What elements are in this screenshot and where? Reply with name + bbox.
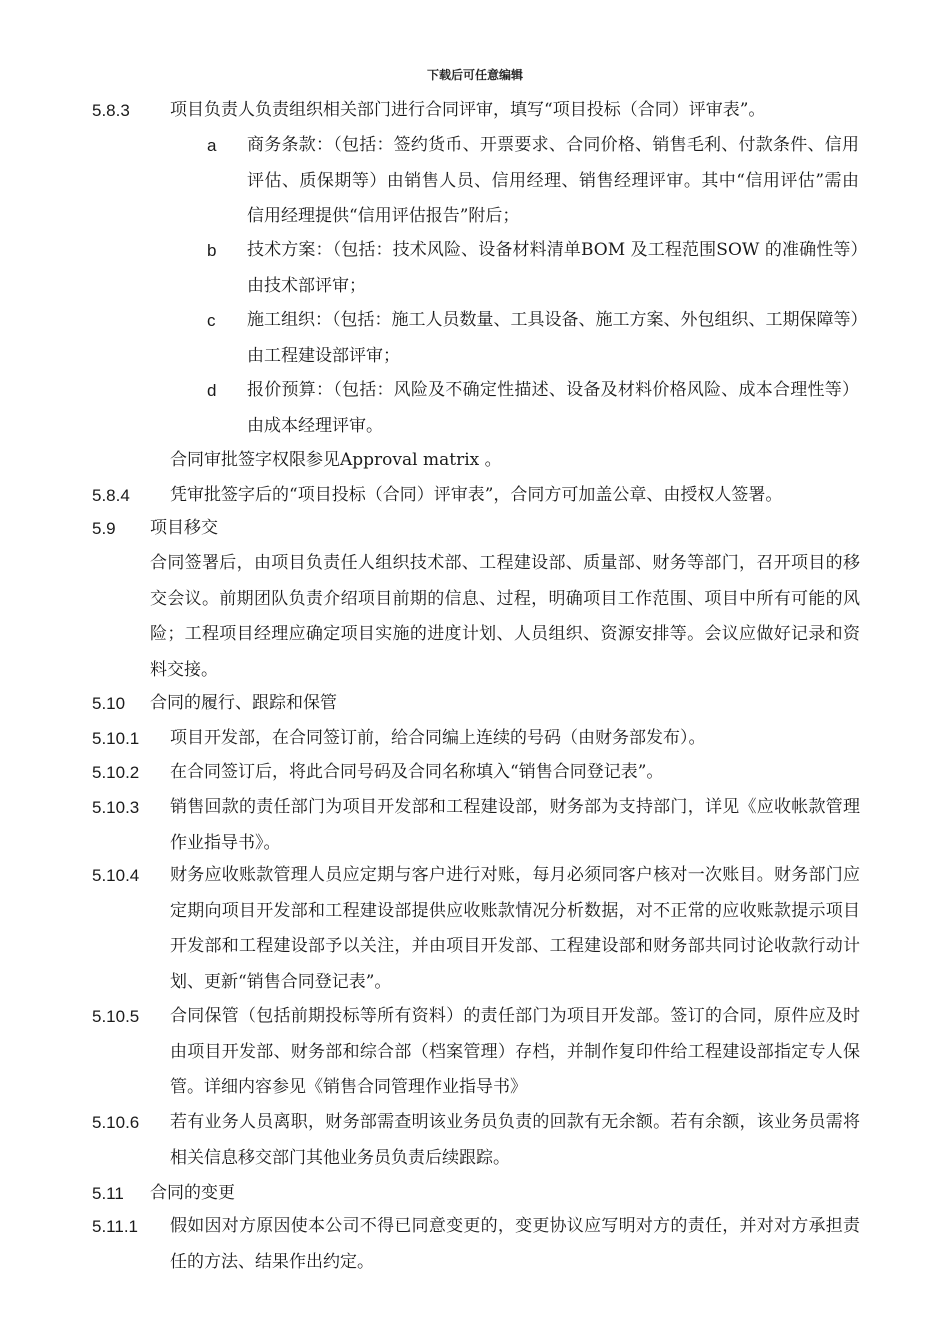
section-number: 5.10.1 — [92, 729, 140, 748]
section-number: 5.8.3 — [92, 101, 130, 120]
section-title: 合同的变更 — [150, 1183, 235, 1203]
section-text: 合同签署后，由项目负责任人组织技术部、工程建设部、质量部、财务等部门，召开项目的移交会议。前期团队负责介绍项目前期的信息、过程，明确项目工作范围、项目中所有可能的风险；工程项目经理应确定项目实施的进度计划、人员组织、资源安排等。会议应做好记录和资料交接。 — [150, 553, 860, 680]
section-text: 凭审批签字后的“项目投标（合同）评审表”，合同方可加盖公章、由授权人签署。 — [170, 485, 783, 505]
section-title: 项目移交 — [150, 518, 218, 538]
section-text: 合同保管（包括前期投标等所有资料）的责任部门为项目开发部。签订的合同，原件应及时由项目开发部、财务部和综合部（档案管理）存档，并制作复印件给工程建设部指定专人保管。详细内容参见《销售合同管理作业指导书》 — [170, 1006, 860, 1097]
section-text: 项目负责人负责组织相关部门进行合同评审，填写“项目投标（合同）评审表”。 — [170, 100, 766, 120]
item-label: c — [207, 311, 216, 330]
item-text: 施工组织：（包括：施工人员数量、工具设备、施工方案、外包组织、工期保障等）由工程建设部评审； — [247, 310, 859, 366]
item-label: d — [207, 381, 217, 400]
section-number: 5.10.4 — [92, 866, 140, 885]
item-text: 商务条款：（包括：签约货币、开票要求、合同价格、销售毛利、付款条件、信用评估、质保期等）由销售人员、信用经理、销售经理评审。其中“信用评估”需由信用经理提供“信用评估报告”附后； — [247, 135, 859, 226]
section-number: 5.8.4 — [92, 486, 130, 505]
section-number: 5.10 — [92, 694, 126, 713]
section-text: 若有业务人员离职，财务部需查明该业务员负责的回款有无余额。若有余额，该业务员需将相关信息移交部门其他业务员负责后续跟踪。 — [170, 1112, 860, 1168]
section-number: 5.10.5 — [92, 1007, 140, 1026]
section-number: 5.11 — [92, 1184, 124, 1203]
section-number: 5.11.1 — [92, 1217, 139, 1236]
section-number: 5.10.2 — [92, 763, 140, 782]
section-text: 销售回款的责任部门为项目开发部和工程建设部，财务部为支持部门，详见《应收帐款管理作业指导书》。 — [170, 797, 860, 853]
section-text: 财务应收账款管理人员应定期与客户进行对账，每月必须同客户核对一次账目。财务部门应定期向项目开发部和工程建设部提供应收账款情况分析数据，对不正常的应收账款提示项目开发部和工程建设部予以关注，并由项目开发部、工程建设部和财务部共同讨论收款行动计划、更新“销售合同登记表”。 — [170, 865, 860, 992]
page-header: 下载后可任意编辑 — [426, 68, 523, 82]
section-title: 合同的履行、跟踪和保管 — [150, 693, 337, 713]
section-text: 假如因对方原因使本公司不得已同意变更的，变更协议应写明对方的责任，并对对方承担责任的方法、结果作出约定。 — [170, 1216, 860, 1272]
approval-note: 合同审批签字权限参见Approval matrix 。 — [170, 450, 502, 470]
section-number: 5.9 — [92, 519, 116, 538]
item-label: a — [207, 136, 217, 155]
section-number: 5.10.3 — [92, 798, 140, 817]
item-text: 技术方案：（包括：技术风险、设备材料清单BOM 及工程范围SOW 的准确性等）由技术部评审； — [247, 240, 859, 296]
section-text: 项目开发部，在合同签订前，给合同编上连续的号码（由财务部发布）。 — [170, 728, 706, 748]
item-text: 报价预算：（包括：风险及不确定性描述、设备及材料价格风险、成本合理性等）由成本经理评审。 — [247, 380, 859, 436]
section-text: 在合同签订后，将此合同号码及合同名称填入“销售合同登记表”。 — [170, 762, 664, 782]
section-number: 5.10.6 — [92, 1113, 140, 1132]
item-label: b — [207, 241, 217, 260]
